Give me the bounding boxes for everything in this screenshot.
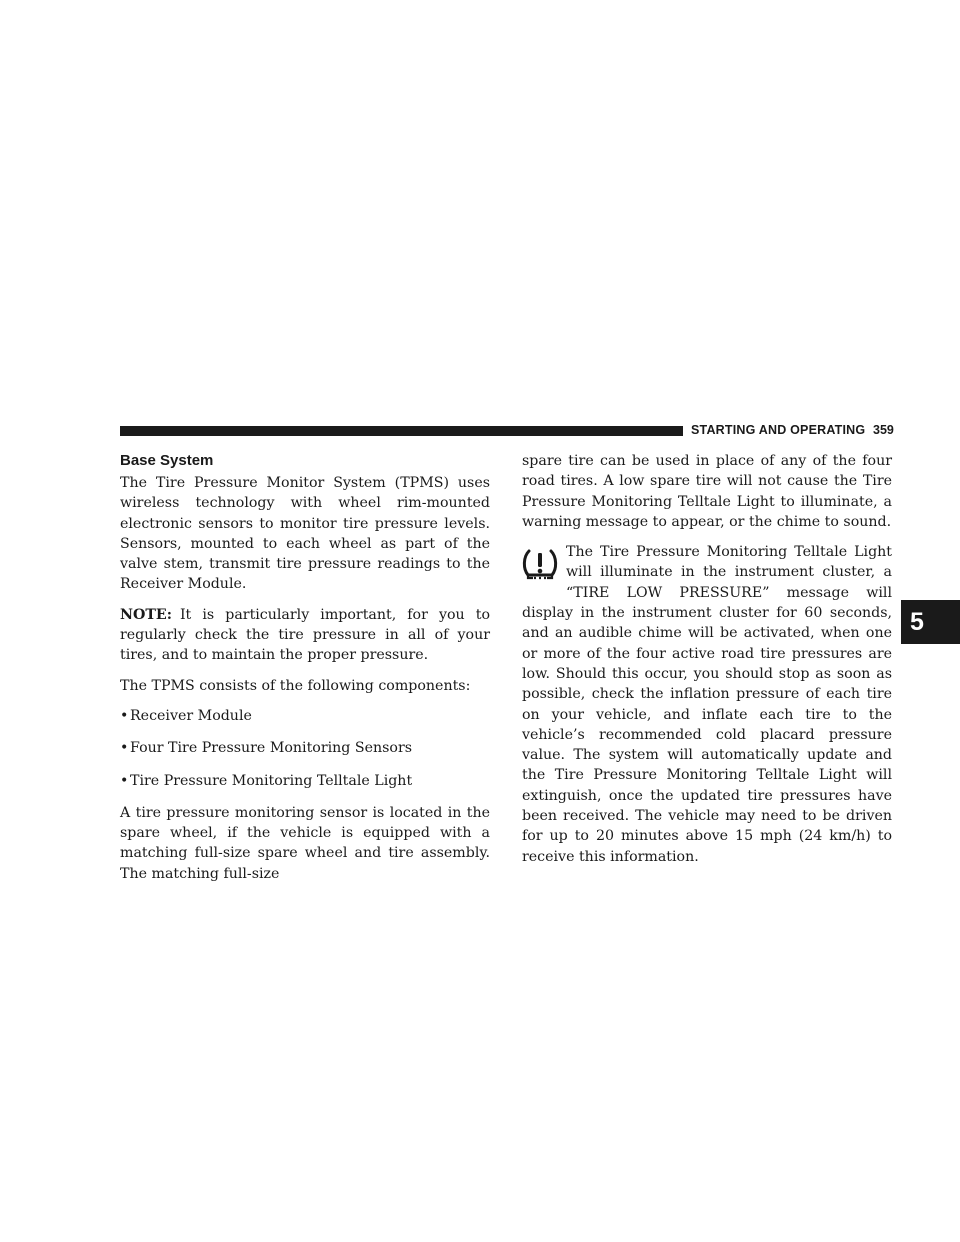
list-item [120, 706, 490, 726]
warning-block [522, 542, 892, 867]
left-column [120, 452, 490, 894]
section-heading: Base System [120, 452, 214, 469]
bullet: • [120, 772, 129, 789]
running-header-section: STARTING AND OPERATING [691, 423, 866, 437]
tire-pressure-warning-icon [522, 547, 558, 581]
spare-tire-paragraph: spare tire can be used in place of any of the four road tires. A low spare tire will not cause the Tire Pressure Monitoring Telltale Light to illuminate, a warning message to appear, or the chime to sound. [522, 453, 892, 530]
note-text: It is particularly important, for you to regularly check the tire pressure in all of your tires, and to maintain the proper pressure. [120, 606, 490, 664]
list-item-text: Receiver Module [130, 707, 252, 724]
bullet: • [120, 707, 129, 724]
list-item [120, 771, 490, 791]
list-item [120, 738, 490, 758]
components-list [120, 706, 490, 791]
note-paragraph [120, 605, 490, 666]
components-intro: The TPMS consists of the following components: [120, 677, 471, 694]
spare-sensor-paragraph: A tire pressure monitoring sensor is located in the spare wheel, if the vehicle is equipped with a matching full-size spare wheel and tire assembly. The matching full-size [120, 804, 490, 882]
page-number: 359 [873, 423, 894, 437]
chapter-tab: 5 [901, 600, 960, 644]
header-rule [120, 426, 683, 436]
telltale-paragraph: The Tire Pressure Monitoring Telltale Light will illuminate in the instrument cluster, a “TIRE LOW PRESSURE” message will display in the instrument cluster for 60 seconds, and an audible chime will be activated, when one or more of the four active road tire pressures are low. Should this occur, you should stop as soon as possible, check the inflation pressure of each tire on your vehicle, and inflate each tire to the vehicle’s recommended cold placard pressure value. The system will automatically update and the Tire Pressure Monitoring Telltale Light will extinguish, once the updated tire pressures have been received. The vehicle may need to be driven for up to 20 minutes above 15 mph (24 km/h) to receive this information. [522, 544, 892, 865]
list-item-text: Tire Pressure Monitoring Telltale Light [130, 772, 413, 789]
note-label: NOTE: [120, 606, 172, 623]
right-column [522, 451, 892, 867]
list-item-text: Four Tire Pressure Monitoring Sensors [130, 740, 413, 757]
intro-paragraph: The Tire Pressure Monitor System (TPMS) uses wireless technology with wheel rim-mounted electronic sensors to monitor tire pressure levels. Sensors, mounted to each wheel as part of the valve stem, transmit tire pressure readings to the Receiver Module. [120, 475, 490, 593]
bullet: • [120, 740, 129, 757]
